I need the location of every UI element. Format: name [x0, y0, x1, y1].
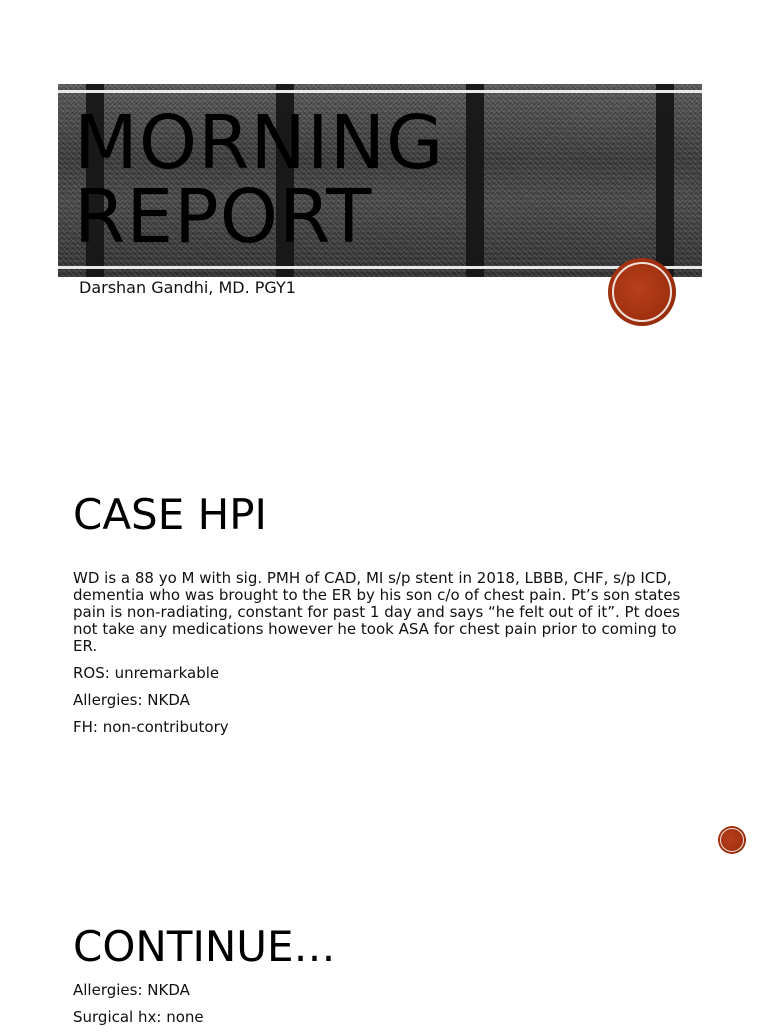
slide-heading: CASE HPI: [73, 490, 267, 539]
slide-body: [73, 570, 703, 746]
red-circle-ornament-icon: [718, 826, 746, 854]
banner-rule-bottom: [58, 266, 702, 269]
hpi-paragraph: WD is a 88 yo M with sig. PMH of CAD, MI s/p stent in 2018, LBBB, CHF, s/p ICD, dementia who was brought to the ER by his son c/o of chest pain. Pt’s son states pain is non-radiating, constant for past 1 day and says “he felt out of it”. Pt does not take any medications however he took ASA for chest pain prior to coming to ER.: [73, 569, 681, 655]
surgical-history-line: Surgical hx: none: [73, 1008, 204, 1026]
presentation-title: MORNING REPORT: [74, 100, 445, 260]
banner-rule-top: [58, 90, 702, 93]
slide-continue: [0, 880, 768, 1024]
red-circle-ornament-icon: [608, 258, 676, 326]
slide-title: [0, 0, 768, 400]
allergies-line: Allergies: NKDA: [73, 981, 190, 999]
family-history-line: FH: non-contributory: [73, 718, 229, 736]
slide-body: [73, 982, 703, 1036]
slide-case-hpi: [0, 400, 768, 870]
slide-heading: CONTINUE…: [73, 922, 336, 971]
ros-line: ROS: unremarkable: [73, 664, 220, 682]
allergies-line: Allergies: NKDA: [73, 691, 190, 709]
presenter-name: Darshan Gandhi, MD. PGY1: [79, 278, 296, 297]
